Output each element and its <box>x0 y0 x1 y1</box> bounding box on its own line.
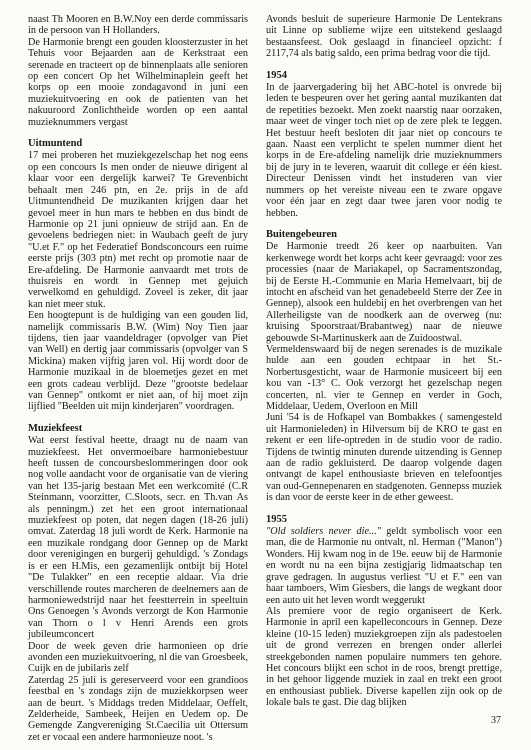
paragraph <box>266 526 502 606</box>
paragraph: Vermeldenswaard bij de negen serenades is de muzikale hulde aan een gouden echtpaar in het St.-Norbertusgesticht, waar de Harmonie musiceert bij een kou van -13° C. Ook verzorgt het gezelschap negen concerten, nl. vier te Gennep en verder in Goch, Middelaar, Uedem, Overloon en Mill <box>266 343 502 412</box>
paragraph: De Harmonie treedt 26 keer op naarbuiten. Van kerkenwege wordt het korps acht keer gevraagd: voor zes processies (naar de Mariakapel, op Sacramentszondag, bij de Eerste H.-Communie en Maria Hemelvaart, bij de intocht en afscheid van het genadebeeld Sterre der Zee in Gennep), alsook een huldebij en het overbrengen van het Allerheiligste van de noodkerk aan de overweg (nu: kruising Spoorstraat/Brabantweg) naar de nieuwe gebouwde St-Martinuskerk aan de Zuidoostwal. <box>266 241 502 344</box>
section-heading: Buitengebeuren <box>266 228 337 240</box>
right-column <box>266 14 502 709</box>
section-heading: 1955 <box>266 513 287 525</box>
quote-text: "Old soldiers never die..." <box>266 526 381 538</box>
paragraph: 17 mei proberen het muziekgezelschap het nog eens op een concours Is men onder de nieuwe dirigent al klaar voor een dergelijk karwei? Te Grevenbicht behaalt men 246 ptn, en 2e. prijs in de afd Uitmuntendheid De muzikanten krijgen daar het gevoel meer in hun mars te hebben en dus bindt de Harmonie op 21 juni opnieuw de strijd aan. En de gevoelens bedriegen niet: in Waubach geeft de jury "U.et F." op het Federatief Bondsconcours een ruime eerste prijs (303 ptn) met recht op promotie naar de Ere-afdeling. De Harmonie aanvaardt met trots de thuisreis en wordt in Gennep met gejuich verwelkomd en gehuldigd. Zoveel is zeker, dit jaar kan niet meer stuk. <box>28 150 248 310</box>
paragraph: Een hoogtepunt is de huldiging van een gouden lid, namelijk commissaris B.W. (Wim) Noy Tien jaar tijdens, tien jaar vaandeldrager (opvolger van Piet van Well) en dertig jaar commissaris (opvolger van S Mickina) maken vijftig jaren vol. Hij wordt door de Harmonie muzikaal in de bloemetjes gezet en met een grots cadeau verblijd. Deze "grootste bedelaar van Gennep" ontkomt er niet aan, of hij moet zijn lijflied "Beelden uit mijn kinderjaren" voordragen. <box>28 310 248 413</box>
paragraph: Wat eerst festival heette, draagt nu de naam van muziekfeest. Het onvermoeibare harmoniebestuur heeft tussen de concoursbeslommeringen door ook nog volle aandacht voor de organisatie van de viering van het 135-jarig bestaan Met een werkcomité (C.R Steinmann, voorzitter, C.Sloots, secr. en Th.van As als penningm.) zet het een groot internationaal muziekfeest op poten, dat negen dagen (18-26 juli) omvat. Zaterdag 18 juli wordt de Kerk. Harmonie na een muzikale rondgang door Gennep op de Markt door verenigingen en burgerij gehuldigd. 's Zondags is er een H.Mis, een gezamenlijk ontbijt bij Hotel "De Tulakker" en een receptie aldaar. Via drie verschillende routes marcheren de deelnemers aan de harmoniewedstrijd naar het feestterrein in speeltuin Ons Genoegen 's Avonds verzorgt de Kon Harmonie van Thorn o l v Henri Arends een grots jubileumconcert <box>28 435 248 641</box>
paragraph: Als premiere voor de regio organiseert de Kerk. Harmonie in april een kapelleconcours in Gennep. Deze kleine (10-15 leden) muziekgroepen zijn als padestoelen uit de grond verrezen en brengen onder allerlei streekgebonden namen populaire nummers ten gehore. Het concours blijkt een schot in de roos, brengt prettige, in het gehoor liggende muziek in zaal en trekt een groot en enthousiast publiek. Diverse kapellen zijn ook op de lokale bals te gast. Die dag blijken <box>266 605 502 709</box>
paragraph: In de jaarvergadering bij het ABC-hotel is onvrede bij leden te bespeuren over het gering aantal muzikanten dat de repetities bezoekt. Men zoekt naarstig naar oorzaken, maar weet de vinger toch niet op de zere plek te leggen. Het bestuur heeft besloten dit jaar niet op concours te gaan. Naast een verplicht te spelen nummer dient het korps in de Ere-afdeling namelijk drie muzieknummers bij de jury in te leveren, waaruit dit college er één kiest. Directeur Denissen vindt het instuderen van vier nummers op het vereiste niveau een te zware opgave voor één jaar en zegt daar twee jaren voor nodig te hebben. <box>266 82 502 219</box>
quote-continuation: geldt symbolisch voor een man, die de Harmonie nu ontvalt, nl. Herman ("Manon") Wonders. Hij kwam nog in de 19e. eeuw bij de Harmonie en wordt nu na een bijna zestigjarig lidmaatschap ten grave gedragen. In augustus verliest "U et F." een van haar tamboers, Wim Giesbers, die langs de wegkant door een auto uit het leven wordt weggerukt <box>266 526 503 606</box>
paragraph: naast Th Mooren en B.W.Noy een derde commissaris in de persoon van H Hollanders. <box>28 14 248 37</box>
paragraph: Avonds besluit de superieure Harmonie De Lentekrans uit Linne op sublieme wijze een uitstekend geslaagd bestaansfeest. Ook geslaagd in financieel opzicht: f 2117,74 als batig saldo, een prima bedrag voor die tijd. <box>266 14 502 60</box>
left-column <box>28 14 248 743</box>
section-heading: Uitmuntend <box>28 138 83 150</box>
paragraph: Zaterdag 25 juli is gereserveerd voor een grandioos feestbal en 's zondags zijn de muziekkorpsen weer aan de beurt. 's Middags treden Middelaar, Oeffelt, Zelderheide, Sambeek, Heijen en Uedem op. De Gemengde Zangvereniging St.Caecilia uit Ottersum zet er vocaal een andere harmonieuze noot. 's <box>28 674 248 743</box>
page-number: 37 <box>491 715 501 726</box>
paragraph: De Harmonie brengt een gouden kloosterzuster in het Tehuis voor Bejaarden aan de Kerkstraat een serenade en tracteert op de binnenplaats alle senioren op een concert Op het Wilhelminaplein geeft het korps op een mooie zondagavond in juni een muziekuitvoering en ook de patienten van het nakuuroord Zonlichtheide worden op een aantal muzieknummers vergast <box>28 36 248 128</box>
paragraph: Juni '54 is de Hofkapel van Bombakkes ( samengesteld uit Harmonieleden) in Hilversum bij de KRO te gast en rekent er een life-optreden in de studio voor de radio. Tijdens de twintig minuten durende uitzending is Gennep aan de radio gekluisterd. De daarop volgende dagen ontvangt de kapel enthousiaste brieven en telefoontjes van oud-Gennepenaren en stadgenoten. Gennepss muziek is dan voor de eerste keer in de ether geweest. <box>266 412 502 504</box>
paragraph: Door de week geven drie harmonieen op drie avonden een muziekuitvoering, nl die van Groesbeek, Cuijk en de jubilaris zelf <box>28 640 248 675</box>
section-heading: Muziekfeest <box>28 422 83 434</box>
section-heading: 1954 <box>266 69 287 81</box>
